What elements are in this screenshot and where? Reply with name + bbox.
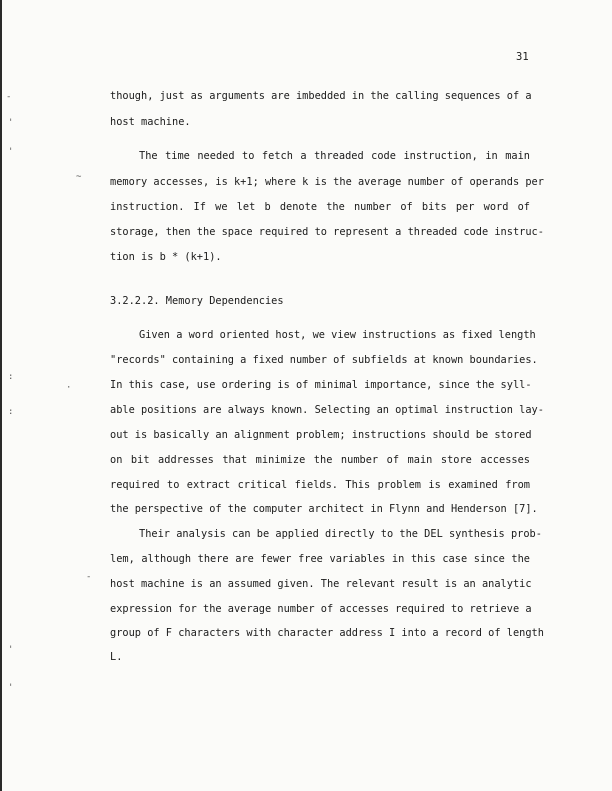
scan-mark: -	[86, 572, 92, 582]
text-line: able positions are always known. Selecting an optimal instruction lay-	[110, 404, 544, 416]
text-line: lem, although there are fewer free variables in this case since the	[110, 553, 530, 565]
text-line: L.	[110, 651, 123, 663]
page-edge	[0, 0, 2, 791]
text-line: In this case, use ordering is of minimal importance, since the syll-	[110, 379, 532, 391]
scan-mark: :	[8, 407, 14, 417]
text-line: "records" containing a fixed number of subfields at known boundaries.	[110, 354, 538, 366]
text-line: required to extract critical fields. This problem is examined from	[110, 479, 530, 491]
text-line: tion is b * (k+1).	[110, 251, 222, 263]
scan-mark: '	[8, 118, 14, 128]
text-line: memory accesses, is k+1; where k is the average number of operands per	[110, 176, 544, 188]
text-line: The time needed to fetch a threaded code instruction, in main	[139, 150, 530, 162]
scan-mark: -	[6, 92, 12, 102]
text-line: Given a word oriented host, we view instructions as fixed length	[139, 329, 536, 341]
text-line: group of F characters with character address I into a record of length	[110, 627, 544, 639]
text-line: host machine.	[110, 116, 191, 128]
text-line: host machine is an assumed given. The relevant result is an analytic	[110, 578, 532, 590]
text-line: out is basically an alignment problem; instructions should be stored	[110, 429, 532, 441]
scan-mark: '	[8, 645, 14, 655]
section-heading: 3.2.2.2. Memory Dependencies	[110, 295, 284, 307]
text-line: instruction. If we let b denote the number of bits per word of	[110, 201, 530, 213]
text-line: expression for the average number of accesses required to retrieve a	[110, 603, 532, 615]
scan-mark: '	[8, 147, 14, 157]
scan-mark: ·	[66, 383, 72, 393]
text-line: storage, then the space required to represent a threaded code instruc-	[110, 226, 544, 238]
scan-mark: '	[8, 683, 14, 693]
scan-mark: :	[8, 372, 14, 382]
scan-mark: ~	[76, 172, 82, 182]
text-line: the perspective of the computer architect in Flynn and Henderson [7].	[110, 503, 538, 515]
page-number: 31	[516, 51, 529, 63]
text-line: though, just as arguments are imbedded in the calling sequences of a	[110, 90, 532, 102]
text-line: on bit addresses that minimize the number of main store accesses	[110, 454, 530, 466]
text-line: Their analysis can be applied directly to the DEL synthesis prob-	[139, 528, 542, 540]
